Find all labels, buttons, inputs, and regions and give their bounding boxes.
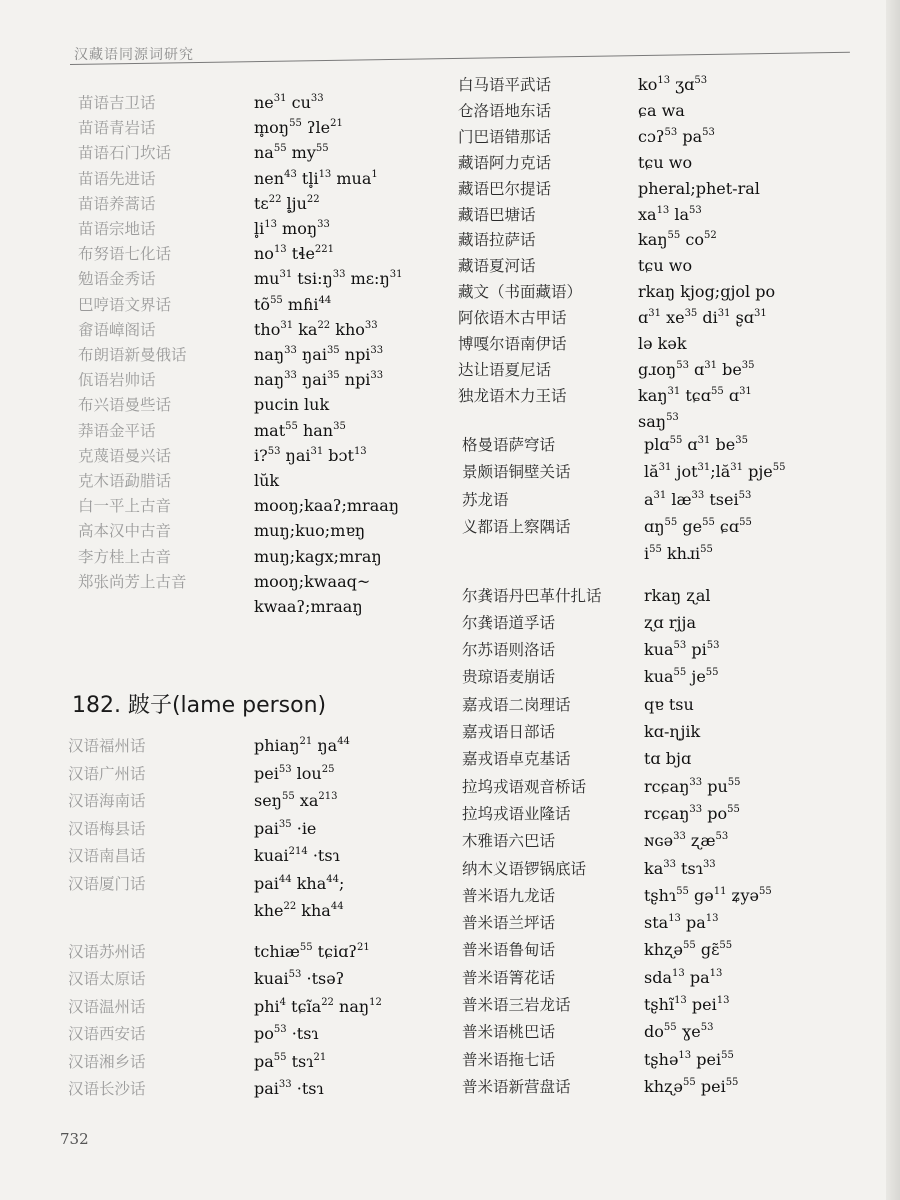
language-label: 汉语长沙话 (68, 1080, 146, 1098)
phonetic-form: cɔʔ$^{53}$ $pa^{53}$ (638, 126, 715, 146)
language-label: 汉语海南话 (68, 792, 146, 810)
phonetic-form: rcɕaŋ$^{33}$ $po^{55}$ (644, 803, 740, 823)
entry-row (0, 828, 900, 854)
entry-row (0, 937, 900, 963)
phonetic-form: $no^{13}$ tɬe$^{221}$ (254, 244, 335, 264)
phonetic-form: kua$^{55}$ $je^{55}$ (644, 667, 719, 687)
phonetic-form: $a^{31}$ $læ^{33}$ tsei$^{53}$ (644, 489, 752, 509)
language-label: 尔苏语则洛话 (462, 641, 556, 660)
phonetic-form: saŋ$^{53}$ (638, 411, 679, 431)
phonetic-form: ɑ$^{31}$ $xe^{35}$ $di^{31}$ ʂɑ$^{31}$ (638, 308, 767, 328)
phonetic-form: qɐ tsu (644, 694, 694, 714)
entry-row (0, 910, 900, 936)
phonetic-form: pei$^{53}$ lou$^{25}$ (254, 763, 335, 783)
phonetic-form: $na^{55}$ $my^{55}$ (254, 143, 329, 163)
phonetic-form: tchiæ$^{55}$ tɕiɑʔ$^{21}$ (254, 941, 370, 961)
language-label: 藏语巴尔提话 (458, 179, 552, 198)
language-label: 汉语温州话 (68, 997, 146, 1016)
language-label: 独龙语木力王话 (458, 386, 567, 405)
phonetic-form: tʂhĩ$^{13}$ pei$^{13}$ (644, 995, 730, 1014)
entry-row (0, 719, 900, 745)
phonetic-form: $ka^{33}$ tsɿ$^{33}$ (644, 858, 716, 878)
entry-row (0, 227, 900, 253)
language-label: 尔龚语丹巴革什扎话 (462, 586, 602, 605)
language-label: 藏语夏河话 (458, 257, 536, 276)
language-label: 苗语先进话 (78, 169, 156, 188)
phonetic-form: $m̥oŋ^{55}$ ʔle$^{21}$ (254, 118, 343, 138)
phonetic-form: rkaŋ ʐal (644, 585, 711, 605)
phonetic-form: ɕa wa (638, 100, 685, 120)
language-label: 白马语平武话 (458, 76, 552, 94)
phonetic-form: tɛ$^{22}$ $l̥ju^{22}$ (254, 193, 320, 213)
phonetic-form: ʐɑ rjja (644, 612, 696, 632)
entry-row (0, 664, 900, 690)
phonetic-form: plɑ$^{55}$ ɑ$^{31}$ $be^{35}$ (644, 435, 748, 454)
entry-row (0, 1074, 900, 1100)
phonetic-form: naŋ$^{33}$ ŋai$^{35}$ npi$^{33}$ (254, 345, 384, 364)
language-label: 嘉戎语卓克基话 (462, 750, 571, 769)
phonetic-form: mooŋ;kaaʔ;mraaŋ (254, 496, 400, 516)
phonetic-form: gɹoŋ$^{53}$ ɑ$^{31}$ $be^{35}$ (638, 359, 755, 379)
entry-row (0, 774, 900, 800)
phonetic-form: lŭk (254, 471, 280, 490)
entry-row (0, 1047, 900, 1073)
entry-row (0, 487, 900, 513)
entry-row (0, 98, 900, 124)
phonetic-form: $pa^{55}$ tsɿ$^{21}$ (254, 1051, 327, 1071)
entry-row (0, 746, 900, 772)
language-label: 藏语拉萨话 (458, 231, 536, 250)
phonetic-form: $ne^{31}$ $cu^{33}$ (254, 93, 324, 112)
entry-row (0, 432, 900, 458)
entry-row (0, 883, 900, 909)
entry-row (0, 801, 900, 827)
language-label: 义都语上察隅话 (462, 517, 571, 536)
language-label: 普米语拖七话 (462, 1050, 556, 1069)
language-label: 克木语勐腊话 (78, 472, 172, 490)
language-label: 木雅语六巴话 (462, 832, 556, 851)
language-label: 巴哼语文界话 (78, 295, 172, 314)
entry-row (0, 610, 900, 636)
phonetic-form: lə kək (638, 334, 687, 353)
language-label: 苗语养蒿话 (78, 194, 156, 213)
language-label: 普米语新营盘话 (462, 1077, 571, 1096)
language-label: 普米语桃巴话 (462, 1023, 556, 1042)
entry-row (0, 1019, 900, 1045)
phonetic-form: pucin luk (254, 395, 330, 415)
phonetic-form: kuai$^{53}$ ·tsəʔ (254, 969, 345, 988)
section-title: 182. 跛子(lame person) (72, 693, 327, 718)
phonetic-form: tʂhə$^{13}$ pei$^{55}$ (644, 1049, 734, 1069)
phonetic-form: tɕu wo (638, 152, 693, 172)
language-label: 汉语广州话 (68, 764, 146, 783)
language-label: 嘉戎语二岗理话 (462, 695, 571, 714)
language-label: 佤语岩帅话 (78, 371, 156, 390)
language-label: 汉语西安话 (68, 1025, 146, 1043)
phonetic-form: $po^{53}$ ·tsɿ (254, 1024, 319, 1043)
phonetic-form: $tõ^{55}$ mɦi$^{44}$ (254, 294, 332, 314)
language-label: 汉语苏州话 (68, 942, 146, 961)
language-label: 郑张尚芳上古音 (78, 572, 187, 591)
language-label: 李方桂上古音 (78, 547, 172, 566)
entry-row (0, 383, 900, 409)
language-label: 苗语吉卫话 (78, 94, 156, 112)
phonetic-form: $lă^{31}$ $jot^{31};lă^{31}$ pje$^{55}$ (644, 462, 786, 482)
language-label: 仓洛语地东话 (458, 101, 552, 120)
phonetic-form: kua$^{53}$ $pi^{53}$ (644, 640, 720, 660)
language-label: 汉语太原话 (68, 970, 146, 988)
phonetic-form: sta$^{13}$ $pa^{13}$ (644, 913, 719, 933)
phonetic-form: mat$^{55}$ han$^{35}$ (254, 420, 346, 440)
language-label: 汉语南昌话 (68, 847, 146, 865)
phonetic-form: pai$^{35}$ ·ie (254, 818, 317, 838)
phonetic-form: rcɕaŋ$^{33}$ $pu^{55}$ (644, 776, 741, 796)
phonetic-form: i?$^{53}$ ŋai$^{31}$ bɔt$^{13}$ (254, 445, 367, 465)
entry-row (0, 514, 900, 540)
entry-row (0, 202, 900, 228)
entry-row (0, 72, 900, 98)
entry-row (0, 305, 900, 331)
entry-row (0, 279, 900, 305)
running-title: 汉藏语同源词研究 (74, 47, 194, 63)
phonetic-form: nen$^{43}$ $tl̥i^{13}$ mua$^1$ (254, 168, 378, 188)
language-label: 博嘎尔语南伊话 (458, 335, 567, 353)
entry-row (0, 541, 900, 567)
language-label: 汉语湘乡话 (68, 1052, 146, 1071)
phonetic-form: kuai$^{214}$ ·tsɿ (254, 846, 340, 865)
language-label: 阿依语木古甲话 (458, 309, 567, 328)
phonetic-form: seŋ$^{55}$ $xa^{213}$ (254, 791, 338, 810)
language-label: 勉语金秀话 (78, 270, 156, 289)
phonetic-form: khʐə$^{55}$ gɛ̃$^{55}$ (644, 940, 733, 960)
language-label: 苏龙语 (462, 490, 509, 509)
language-label: 普米语九龙话 (462, 886, 556, 905)
phonetic-form: $i^{55}$ khɹi$^{55}$ (644, 544, 713, 564)
language-label: 藏文（书面藏语） (458, 283, 583, 302)
phonetic-form: $ko^{13}$ ʒɑ$^{53}$ (638, 75, 708, 94)
phonetic-form: tho$^{31}$ $ka^{22}$ kho$^{33}$ (254, 319, 378, 339)
language-label: 普米语箐花话 (462, 968, 556, 987)
phonetic-form: muŋ;kuo;mɐŋ (254, 521, 366, 541)
language-label: 格曼语萨穹话 (462, 436, 556, 454)
phonetic-form: tɑ bjɑ (644, 749, 692, 769)
language-label: 藏语阿力克话 (458, 153, 552, 172)
language-label: 苗语宗地话 (78, 220, 156, 238)
phonetic-form: pai$^{44}$ kha$^{44}$; (254, 873, 345, 893)
language-label: 景颇语铜壁关话 (462, 463, 571, 482)
phonetic-form: tɕu wo (638, 256, 693, 276)
page-number: 732 (60, 1130, 89, 1148)
phonetic-form: phiaŋ$^{21}$ $ŋa^{44}$ (254, 736, 350, 755)
entry-row (0, 992, 900, 1018)
running-header (70, 38, 850, 66)
language-label: 门巴语错那话 (458, 127, 552, 146)
phonetic-form: muŋ;kagx;mraŋ (254, 546, 382, 566)
language-label: 汉语厦门话 (68, 874, 146, 893)
entry-row (0, 692, 900, 718)
phonetic-form: naŋ$^{33}$ ŋai$^{35}$ npi$^{33}$ (254, 370, 384, 390)
language-label: 莽语金平话 (78, 421, 156, 440)
phonetic-form: pheral;phet-ral (638, 178, 760, 198)
entry-row (0, 459, 900, 485)
entry-row (0, 965, 900, 991)
language-label: 贵琼语麦崩话 (462, 668, 556, 687)
phonetic-form: pai$^{33}$ ·tsɿ (254, 1079, 324, 1098)
phonetic-form: mooŋ;kwaaq~ (254, 571, 371, 591)
language-label: 克蔑语曼兴话 (78, 446, 172, 465)
phonetic-form: $xa^{13}$ $la^{53}$ (638, 204, 702, 224)
phonetic-form: tʂhɿ$^{55}$ gə$^{11}$ ʑyə$^{55}$ (644, 885, 772, 905)
phonetic-form: kwaaʔ;mraaŋ (254, 597, 363, 616)
phonetic-form: $mu^{31}$ $tsi:ŋ^{33}$ $mɛ:ŋ^{31}$ (254, 269, 403, 289)
language-label: 白一平上古音 (78, 497, 172, 516)
entry-row (0, 357, 900, 383)
language-label: 苗语青岩话 (78, 119, 156, 138)
language-label: 普米语兰坪话 (462, 914, 556, 933)
entry-row (0, 583, 900, 609)
language-label: 畲语嶂阁话 (78, 320, 156, 339)
language-label: 嘉戎语日部话 (462, 723, 556, 741)
phonetic-form: phi$^4$ tɕĩa$^{22}$ naŋ$^{12}$ (254, 996, 382, 1016)
phonetic-form: $l̥i^{13}$ moŋ$^{33}$ (254, 219, 330, 238)
phonetic-form: sda$^{13}$ $pa^{13}$ (644, 967, 723, 987)
language-label: 汉语梅县话 (68, 819, 146, 838)
entry-row (0, 124, 900, 150)
entry-row (0, 856, 900, 882)
language-label: 布朗语新曼俄话 (78, 346, 187, 364)
entry-row (0, 331, 900, 357)
entry-row (0, 637, 900, 663)
entry-row (0, 176, 900, 202)
language-label: 拉坞戎语观音桥话 (462, 777, 587, 796)
phonetic-form: kaŋ$^{31}$ tɕɑ$^{55}$ ɑ$^{31}$ (638, 385, 752, 405)
phonetic-form: ɴɢə$^{33}$ ʐæ$^{53}$ (644, 831, 729, 851)
language-label: 汉语福州话 (68, 737, 146, 755)
language-label: 藏语巴塘话 (458, 205, 536, 224)
language-label: 普米语三岩龙话 (462, 996, 571, 1014)
entry-row (0, 150, 900, 176)
language-label: 尔龚语道孚话 (462, 613, 556, 632)
entry-row (0, 253, 900, 279)
language-label: 普米语鲁甸话 (462, 941, 556, 960)
phonetic-form: khe$^{22}$ kha$^{44}$ (254, 901, 344, 920)
phonetic-form: $do^{55}$ ɣe$^{53}$ (644, 1022, 714, 1042)
phonetic-form: kaŋ$^{55}$ $co^{52}$ (638, 230, 717, 250)
language-label: 达让语夏尼话 (458, 360, 552, 379)
language-label: 纳木义语锣锅底话 (462, 859, 587, 878)
phonetic-form: rkaŋ kjog;gjol po (638, 282, 776, 302)
language-label: 布努语七化话 (78, 245, 172, 264)
language-label: 拉坞戎语业隆话 (462, 804, 571, 823)
language-label: 苗语石门坎话 (78, 144, 172, 163)
phonetic-form: khʐə$^{55}$ pei$^{55}$ (644, 1076, 739, 1096)
phonetic-form: ɑŋ$^{55}$ $ge^{55}$ ɕɑ$^{55}$ (644, 516, 752, 536)
entry-row (0, 409, 900, 435)
language-label: 高本汉中古音 (78, 522, 172, 541)
language-label: 布兴语曼些话 (78, 396, 172, 415)
phonetic-form: kɑ-ɳjik (644, 722, 701, 741)
